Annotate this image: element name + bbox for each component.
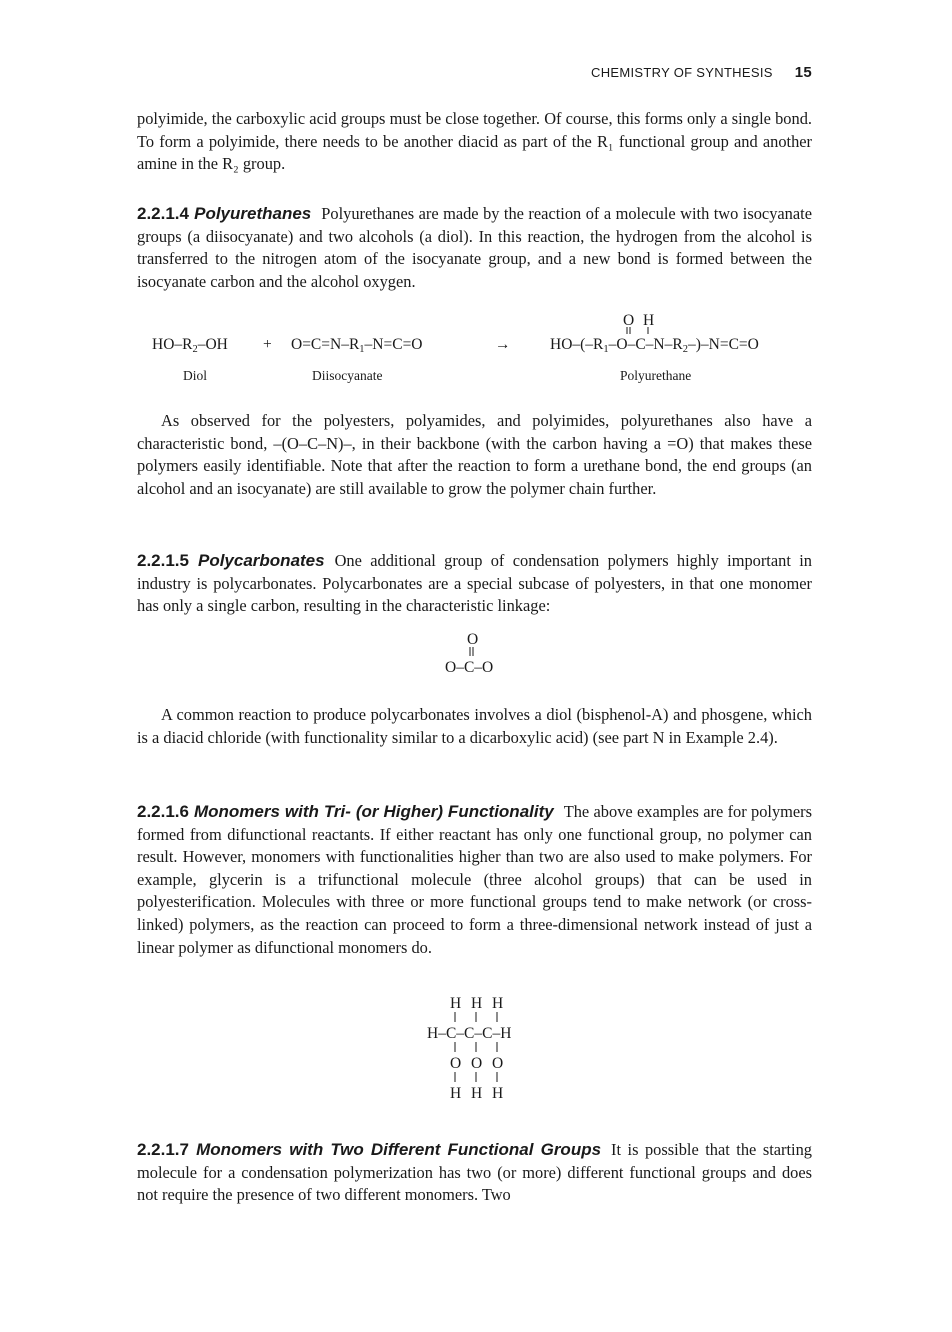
carbon-backbone: H–C–C–C–H <box>427 1025 512 1042</box>
product-polyurethane: $HO-(-R_1-O-C-N-R_2-)-N=C=O$ <box>550 336 759 355</box>
bottom-hydrogen-1: H <box>450 1085 462 1102</box>
oxygen-3: O <box>492 1055 504 1072</box>
oxygen-2: O <box>471 1055 483 1072</box>
section-number: 2.2.1.7 <box>137 1140 189 1159</box>
carbonyl-and-nh-marks <box>620 312 680 334</box>
carbonate-top-oxygen: O <box>467 631 479 648</box>
section-2-2-1-4 <box>137 203 812 293</box>
section-heading <box>137 1140 601 1159</box>
label-diisocyanate: Diisocyanate <box>312 368 383 383</box>
reactant-diol: $HO-R_2-OH$ <box>152 336 228 355</box>
reaction-arrow: → <box>495 336 511 353</box>
product-top-hydrogen: H <box>643 312 655 329</box>
section-body: The above examples are for polymers formed from difunctional reactants. If either reactant has only one functional group, no polymer can result. However, monomers with functionalities higher than two are also used to make polymers. For example, glycerin is a trifunctional molecule (three alcohol groups) that can be used in polyesterification. Molecules with three or more functional groups tend to make network (or cross-linked) polymers, as the reaction can proceed to form a three-dimensional network instead of just a linear polymer as difunctional monomers do. <box>137 802 813 957</box>
section-heading <box>137 802 554 821</box>
section-title: Monomers with Tri- (or Higher) Functionality <box>193 802 554 821</box>
section-heading <box>137 551 325 570</box>
section-heading <box>137 204 311 223</box>
oxygen-1: O <box>450 1055 462 1072</box>
section-title: Monomers with Two Different Functional Groups <box>196 1140 602 1159</box>
section-body: One additional group of condensation polymers highly important in industry is polycarbonates. Polycarbonates are a special subcase of polyesters, in that one monomer has only a single carbon, resulting in the characteristic linkage: <box>137 551 812 616</box>
top-hydrogen-2: H <box>471 995 483 1012</box>
section-2-2-1-6 <box>137 801 812 959</box>
phosgene-paragraph: A common reaction to produce polycarbonates involves a diol (bisphenol-A) and phosgene, which is a diacid chloride (with functionality similar to a dicarboxylic acid) (see part N in Example 2.4). <box>137 705 812 747</box>
bottom-hydrogen-3: H <box>492 1085 504 1102</box>
intro-paragraph: polyimide, the carboxylic acid groups must be close together. Of course, this forms only a single bond. To form a polyimide, there needs to be another diacid as part of the R₁ functional group and another amine in the R₂ group. <box>137 109 812 174</box>
page-number: 15 <box>794 64 812 81</box>
section-2-2-1-7 <box>137 1139 812 1207</box>
label-polyurethane: Polyurethane <box>620 368 692 383</box>
section-body: It is possible that the starting molecule for a condensation polymerization has two (or more) different functional groups and does not require the presence of two different monomers. Two <box>137 1140 812 1205</box>
carbonate-linkage <box>440 628 520 678</box>
glycerin-structure <box>420 990 540 1120</box>
product-top-oxygen: O <box>623 312 635 329</box>
section-number: 2.2.1.5 <box>137 551 189 570</box>
section-title: Polycarbonates <box>197 551 325 570</box>
section-title: Polyurethanes <box>194 204 312 223</box>
bottom-hydrogen-2: H <box>471 1085 483 1102</box>
top-hydrogen-3: H <box>492 995 504 1012</box>
running-header <box>0 64 812 81</box>
urethane-paragraph: As observed for the polyesters, polyamides, and polyimides, polyurethanes also have a characteristic bond, –(O–C–N)–, in their backbone (with the carbon having a =O) that makes these polymers easily identifiable. Note that after the reaction to form a urethane bond, the end groups (an alcohol and an isocyanate) are still available to grow the polymer chain further. <box>137 411 812 498</box>
carbonate-chain: O–C–O <box>445 659 494 676</box>
section-number: 2.2.1.4 <box>137 204 189 223</box>
label-diol: Diol <box>183 368 208 383</box>
plus-sign: + <box>263 336 272 353</box>
section-2-2-1-5 <box>137 550 812 618</box>
section-body: Polyurethanes are made by the reaction of a molecule with two isocyanate groups (a diisocyanate) and two alcohols (a diol). In this reaction, the hydrogen from the alcohol is transferred to the nitrogen atom of the isocyanate group, and a new bond is formed between the isocyanate carbon and the alcohol oxygen. <box>137 204 812 291</box>
reactant-diisocyanate: $O=C=N-R_1-N=C=O$ <box>291 336 423 355</box>
running-title: CHEMISTRY OF SYNTHESIS <box>591 65 773 80</box>
top-hydrogen-1: H <box>450 995 462 1012</box>
section-number: 2.2.1.6 <box>137 802 189 821</box>
